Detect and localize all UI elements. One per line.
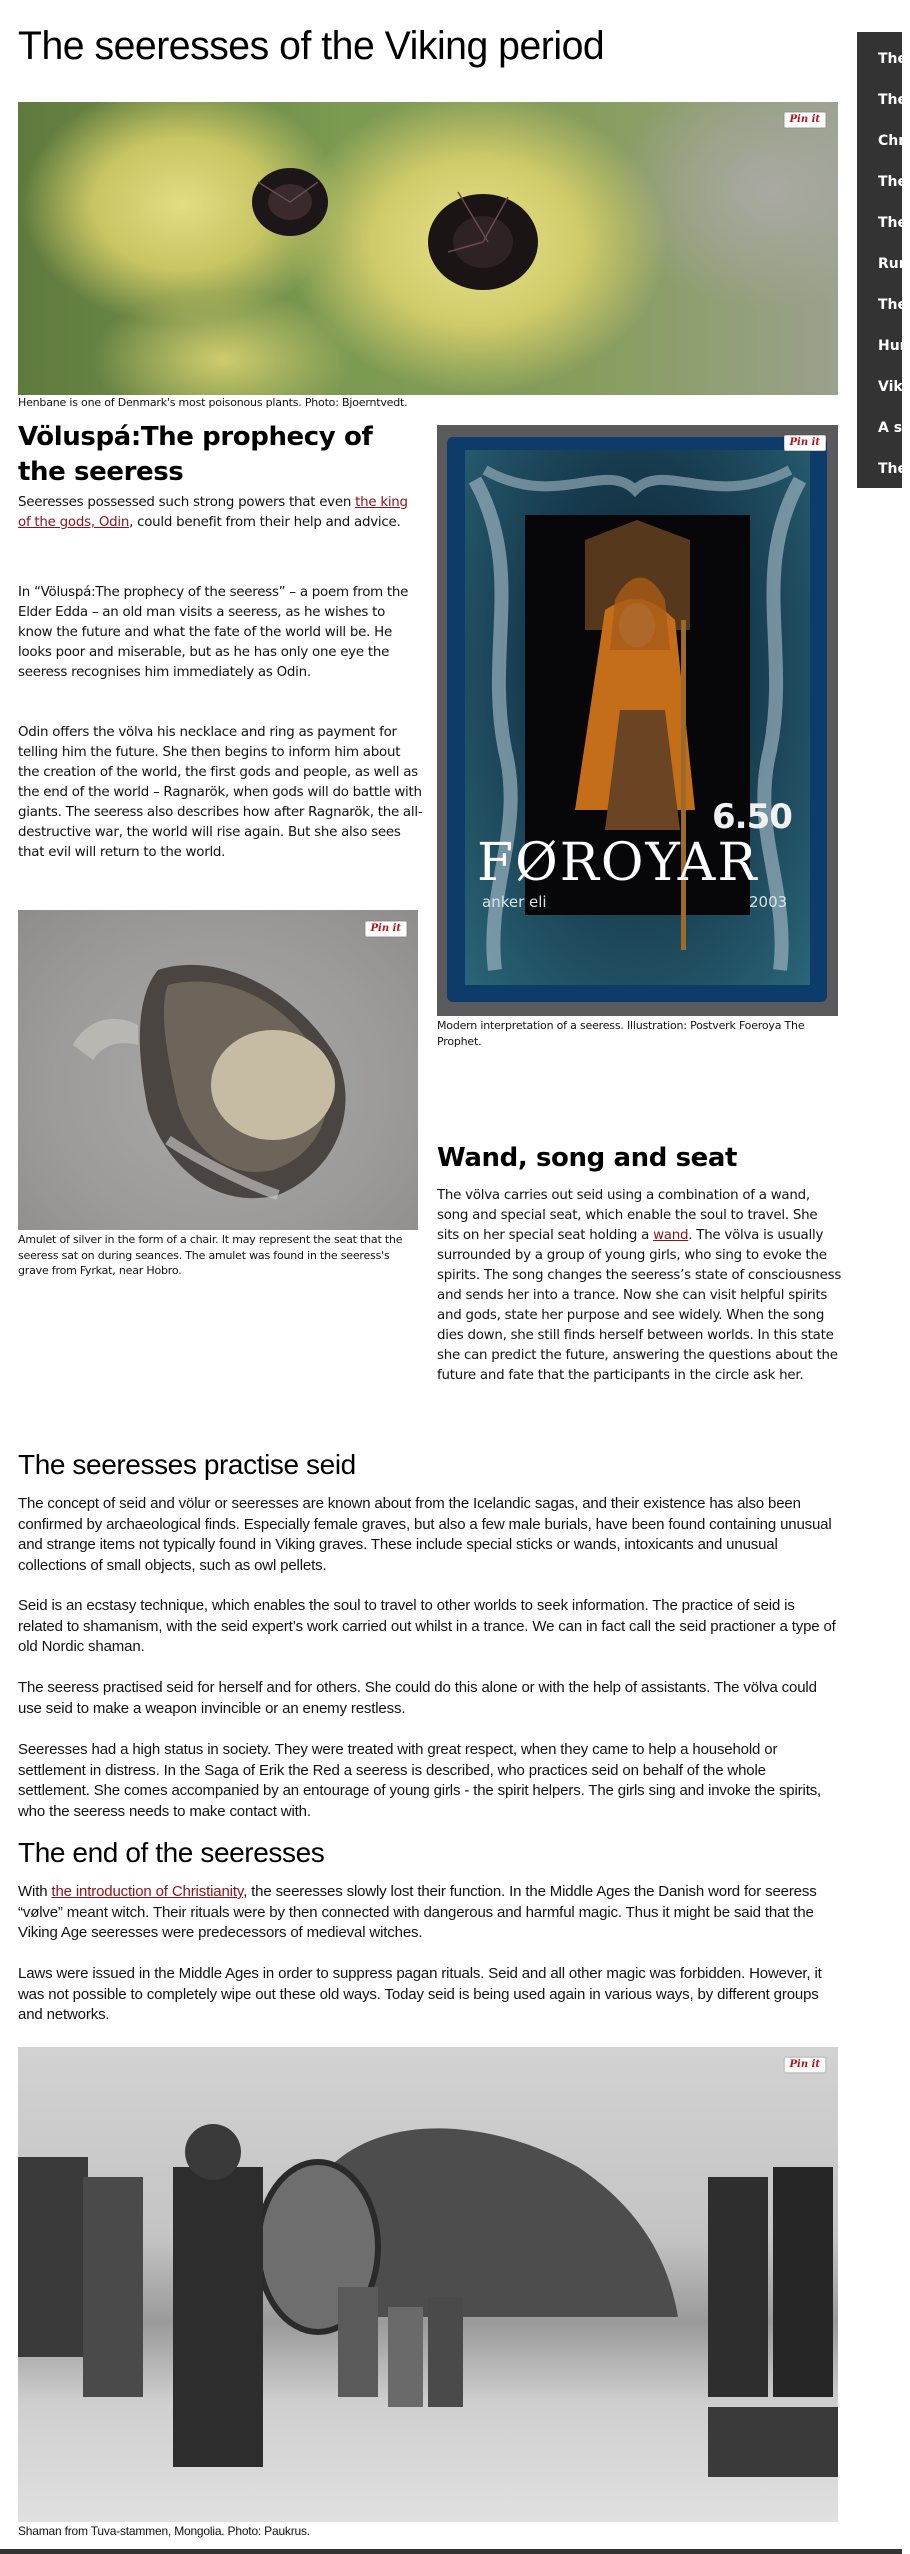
end-paragraph-1: With the introduction of Christianity, the seeresses slowly lost their function. In the Middle Ages the Danish word for seeress “vølve” meant witch. Their rituals were by then connected with dangerous and harmful magic. Thus it might be said that the Viking Age seeresses were predecessors of medieval witches.: [18, 1883, 817, 1941]
wand-link[interactable]: wand: [653, 1228, 689, 1243]
pin-it-button[interactable]: Pin it: [784, 112, 827, 128]
amulet-caption: Amulet of silver in the form of a chair. It may represent the seat that the seeress sat on during seances. The amulet was found in the seeress's grave from Fyrkat, near Hobro.: [18, 1233, 403, 1277]
voluspa-paragraph-2: In “Völuspá:The prophecy of the seeress” – a poem from the Elder Edda – an old man visits a seeress, as he wishes to know the future and what the fate of the world will be. He looks poor and miserable, but as he has only one eye the seeress recognises him immediately as Odin.: [18, 585, 409, 680]
page-title: The seeresses of the Viking period: [18, 24, 605, 68]
sidebar-item-1[interactable]: The: [878, 51, 908, 67]
sidebar-item-6[interactable]: Run: [878, 256, 909, 272]
seid-paragraph-3: The seeress practised seid for herself and for others. She could do this alone or with the help of assistants. The völva could use seid to make a weapon invincible or an enemy restless.: [18, 1679, 817, 1717]
shaman-scene-illustration: [18, 2047, 838, 2522]
sidebar-item-11[interactable]: The: [878, 461, 908, 477]
sidebar-item-10[interactable]: A s: [878, 420, 903, 436]
pin-it-button[interactable]: Pin it: [784, 435, 827, 451]
christianity-link[interactable]: the introduction of Christianity: [51, 1883, 244, 1900]
sidebar-nav: [857, 32, 910, 488]
henbane-photo: [18, 102, 838, 395]
sidebar-item-8[interactable]: Hun: [878, 338, 910, 354]
amulet-illustration: [18, 910, 418, 1230]
pin-it-button[interactable]: Pin it: [365, 921, 408, 937]
pin-it-button[interactable]: Pin it: [784, 2057, 827, 2073]
sidebar-item-5[interactable]: The: [878, 215, 908, 231]
foroyar-stamp-image: [437, 425, 838, 1016]
footer-bar: [0, 2549, 902, 2554]
seid-paragraph-1: The concept of seid and völur or seeresses are known about from the Icelandic sagas, and their existence has also been confirmed by archaeological finds. Especially female graves, but also a few male burials, have been found containing unusual and strange items not typically found in Viking graves. These include special sticks or wands, intoxicants and unusual collections of small objects, such as owl pellets.: [18, 1495, 832, 1574]
sidebar-item-9[interactable]: Viki: [878, 379, 908, 395]
stamp-artist: anker eli: [482, 893, 547, 911]
stamp-value: 6.50: [712, 797, 792, 837]
sidebar-item-2[interactable]: The: [878, 92, 908, 108]
voluspa-paragraph-1: Seeresses possessed such strong powers that even the king of the gods, Odin, could benefit from their help and advice.: [18, 495, 408, 530]
henbane-flower-illustration: [18, 102, 838, 395]
seid-heading: The seeresses practise seid: [18, 1449, 356, 1480]
tuva-shaman-photo: [18, 2047, 838, 2522]
shaman-caption: Shaman from Tuva-stammen, Mongolia. Photo: Paukrus.: [18, 2524, 310, 2538]
sidebar-item-4[interactable]: The: [878, 174, 908, 190]
hero-caption: Henbane is one of Denmark's most poisonous plants. Photo: Bjoerntvedt.: [18, 396, 408, 409]
voluspa-heading: Völuspá:The prophecy of the seeress: [18, 422, 373, 487]
stamp-country: FØROYAR: [477, 833, 759, 893]
odin-link[interactable]: the king of the gods, Odin: [18, 495, 408, 530]
sidebar-item-3[interactable]: Chr: [878, 133, 906, 149]
stamp-caption: Modern interpretation of a seeress. Illustration: Postverk Foeroya The Prophet.: [437, 1019, 805, 1048]
end-paragraph-2: Laws were issued in the Middle Ages in order to suppress pagan rituals. Seid and all other magic was forbidden. However, it was not possible to completely wipe out these old ways. Today seid is being used again in various ways, by different groups and networks.: [18, 1965, 822, 2023]
seid-paragraph-2: Seid is an ecstasy technique, which enables the soul to travel to other worlds to seek information. The practice of seid is related to shamanism, with the seid expert’s work carried out whilst in a trance. We can in fact call the seid practioner a type of old Nordic shaman.: [18, 1597, 836, 1655]
wand-paragraph: The völva carries out seid using a combination of a wand, song and special seat, which enable the soul to travel. She sits on her special seat holding a wand. The völva is usually surrounded by a group of young girls, who sing to evoke the spirits. The song changes the seeress’s state of consciousness and sends her into a trance. Now she can visit helpful spirits and gods, state her purpose and see widely. When the song dies down, she still finds herself between worlds. In this state she can predict the future, answering the questions about the future and fate that the participants in the circle ask her.: [437, 1188, 842, 1383]
silver-chair-amulet-photo: [18, 910, 418, 1230]
sidebar-item-7[interactable]: The: [878, 297, 908, 313]
voluspa-paragraph-3: Odin offers the völva his necklace and ring as payment for telling him the future. She then begins to inform him about the creation of the world, the first gods and people, as well as the end of the world – Ragnarök, when gods will do battle with giants. The seeress also describes how after Ragnarök, the all-destructive war, the world will rise again. But she also sees that evil will return to the world.: [18, 725, 423, 860]
wand-heading: Wand, song and seat: [437, 1143, 738, 1173]
end-heading: The end of the seeresses: [18, 1837, 325, 1868]
stamp-year: 2003: [749, 893, 788, 911]
seid-paragraph-4: Seeresses had a high status in society. They were treated with great respect, when they came to help a household or settlement in distress. In the Saga of Erik the Red a seeress is described, who practices seid on behalf of the whole settlement. She comes accompanied by an entourage of young girls - the spirit helpers. The girls sing and invoke the spirits, who the seeress needs to make contact with.: [18, 1741, 822, 1820]
